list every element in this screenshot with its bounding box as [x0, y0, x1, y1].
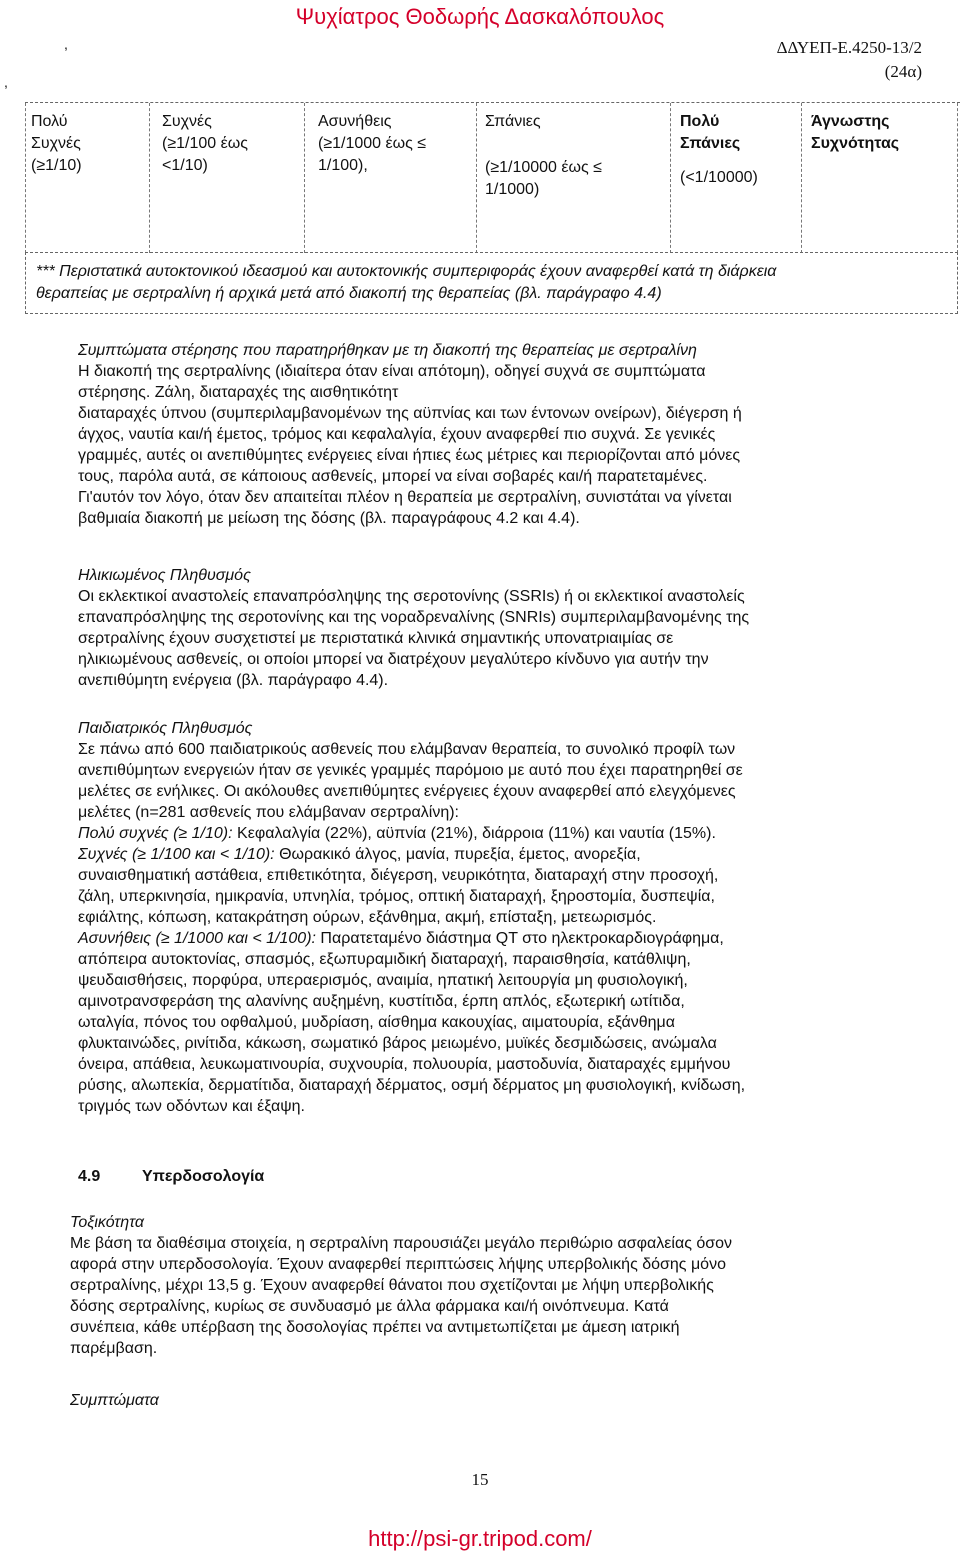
section-heading: Ηλικιωμένος Πληθυσμός	[78, 567, 251, 584]
freq-column-unknown	[811, 111, 951, 155]
freq-label: Σπάνιες	[485, 113, 541, 130]
paragraph-line: Γι'αυτόν τον λόγο, όταν δεν απαιτείται πλέον η θεραπεία με σερτραλίνη, συνιστάται να γίνεται	[78, 489, 732, 506]
pediatric-section	[78, 718, 948, 1117]
page-number: 15	[471, 1470, 489, 1489]
paragraph-line: φλυκταινώδες, ρινίτιδα, κάκωση, σωματικό βάρος μειωμένο, μυϊκές δεσμιδώσεις, ανώμαλα	[78, 1035, 717, 1052]
paragraph-line	[78, 928, 948, 949]
note-line: θεραπείας με σερτραλίνη ή αρχικά μετά από διακοπή της θεραπείας (βλ. παράγραφο 4.4)	[36, 285, 662, 302]
frequency-table	[25, 102, 960, 253]
document-subcode: (24α)	[884, 62, 922, 81]
section-heading: Τοξικότητα	[70, 1214, 145, 1231]
freq-column-very-rare	[680, 111, 795, 189]
section-heading: Παιδιατρικός Πληθυσμός	[78, 720, 253, 737]
frequency-label: Συχνές (≥ 1/100 και < 1/10):	[78, 846, 275, 863]
paragraph-line: επαναπρόσληψης της σεροτονίνης και της νοραδρεναλίνης (SNRIs) συμπεριλαμβανομένης της	[78, 609, 750, 626]
paragraph-line: γραμμές, αυτές οι ανεπιθύμητες ενέργειες είναι ήπιες έως μέτριες και περιορίζονται από μόνες	[78, 447, 741, 464]
paragraph-line: ανεπιθύμητων ενεργειών ήταν σε γενικές γραμμές παρόμοιο με αυτό που έχει παρατηρηθεί σε	[78, 762, 743, 779]
paragraph-line: Σε πάνω από 600 παιδιατρικούς ασθενείς που ελάμβαναν θεραπεία, το συνολικό προφίλ των	[78, 741, 736, 758]
section-heading: Συμπτώματα στέρησης που παρατηρήθηκαν με τη διακοπή της θεραπείας με σερτραλίνη	[78, 342, 697, 359]
paragraph-line: άγχος, ναυτία και/ή έμετος, τρόμος και κεφαλαλγία, έχουν αναφερθεί πιο συχνά. Σε γενικές	[78, 426, 716, 443]
paragraph-line: συναισθηματική αστάθεια, επιθετικότητα, διέγερση, νευρικότητα, διαταραχή στην προσοχή,	[78, 867, 719, 884]
paragraph-line: ζάλη, υπερκινησία, ημικρανία, υπνηλία, τρόμος, οπτική διαταραχή, ξηροστομία, δυσπεψία,	[78, 888, 715, 905]
overdose-section	[70, 1212, 950, 1359]
paragraph-line: ψευδαισθήσεις, πορφύρα, υπεραερισμός, αναιμία, ηπατική λειτουργία μη φυσιολογική,	[78, 972, 688, 989]
paragraph-line: όνειρα, απάθεια, λευκωματινουρία, συχνουρία, πολυουρία, μαστοδυνία, διαταραχές εμμήνου	[78, 1056, 731, 1073]
frequency-text: Θωρακικό άλγος, μανία, πυρεξία, έμετος, ανορεξία,	[274, 846, 641, 863]
paragraph-line: βαθμιαία διακοπή με μείωση της δόσης (βλ. παραγράφους 4.2 και 4.4).	[78, 510, 580, 527]
frequency-label: Ασυνήθεις (≥ 1/1000 και < 1/100):	[78, 930, 316, 947]
footer-url-link[interactable]: http://psi-gr.tripod.com/	[368, 1526, 592, 1551]
section-heading: Συμπτώματα	[70, 1392, 159, 1409]
freq-range: (≥1/100 έως <1/10)	[162, 135, 248, 174]
paragraph-line: μελέτες (n=281 ασθενείς που ελάμβαναν σερτραλίνη):	[78, 804, 459, 821]
paragraph-line: παρέμβαση.	[70, 1340, 158, 1357]
freq-range: (≥1/10000 έως ≤ 1/1000)	[485, 159, 602, 198]
elderly-section	[78, 565, 948, 691]
document-code: ΔΔΥΕΠ-Ε.4250-13/2	[776, 38, 922, 57]
margin-mark: ,	[64, 36, 68, 52]
freq-label: Πολύ Σπάνιες	[680, 113, 741, 152]
freq-label: Συχνές	[162, 113, 212, 130]
section-title: Υπερδοσολογία	[142, 1168, 265, 1185]
freq-range: (≥1/1000 έως ≤ 1/100),	[318, 135, 427, 174]
note-line: *** Περιστατικά αυτοκτονικού ιδεασμού και αυτοκτονικής συμπεριφοράς έχουν αναφερθεί κατά τη διάρκεια	[36, 263, 777, 280]
freq-label: Ασυνήθεις	[318, 113, 392, 130]
freq-column-uncommon	[318, 111, 468, 177]
paragraph-line: εφιάλτης, κόπωση, κατακράτηση ούρων, εξάνθημα, ακμή, επίσταξη, μετεωρισμός.	[78, 909, 657, 926]
freq-label: Άγνωστης Συχνότητας	[811, 113, 900, 152]
document-reference	[777, 36, 922, 84]
paragraph-line: τριγμός των οδόντων και έξαψη.	[78, 1098, 305, 1115]
paragraph-line	[78, 844, 948, 865]
paragraph-line: αμινοτρανσφεράση της αλανίνης αυξημένη, κυστίτιδα, έρπη απλός, εξωτερική ωτίτιδα,	[78, 993, 685, 1010]
paragraph-line: Η διακοπή της σερτραλίνης (ιδιαίτερα όταν είναι απότομη), οδηγεί συχνά σε συμπτώματα	[78, 363, 706, 380]
freq-column-common	[162, 111, 298, 177]
frequency-text: Παρατεταμένο διάστημα QT στο ηλεκτροκαρδιογράφημα,	[315, 930, 724, 947]
paragraph-line: δόσης σερτραλίνης, κυρίως σε συνδυασμό με άλλα φάρμακα και/ή οινόπνευμα. Κατά	[70, 1298, 669, 1315]
paragraph-line: ωταλγία, πόνος του οφθαλμού, μυδρίαση, αίσθημα κακουχίας, αιματουρία, εξάνθημα	[78, 1014, 676, 1031]
paragraph-line: σερτραλίνης έχουν συσχετιστεί με περιστατικά κλινικά σημαντικής υπονατριαιμίας σε	[78, 630, 674, 647]
paragraph-line: αφορά στην υπερδοσολογία. Έχουν αναφερθεί περιπτώσεις λήψης υπερβολικής δόσης μόνο	[70, 1256, 726, 1273]
paragraph-line: απόπειρα αυτοκτονίας, σπασμός, εξωπυραμιδική διαταραχή, παραισθησία, κατάθλιψη,	[78, 951, 691, 968]
frequency-label: Πολύ συχνές (≥ 1/10):	[78, 825, 233, 842]
margin-mark: ,	[4, 74, 8, 90]
freq-column-very-common	[31, 111, 143, 177]
paragraph-line	[78, 823, 948, 844]
paragraph-line: ανεπιθύμητη ενέργεια (βλ. παράγραφο 4.4).	[78, 672, 389, 689]
paragraph-line: τους, παρόλα αυτά, σε κάποιους ασθενείς, μπορεί να είναι σοβαρές και/ή παρατεταμένες.	[78, 468, 708, 485]
frequency-text: Κεφαλαλγία (22%), αϋπνία (21%), διάρροια (11%) και ναυτία (15%).	[232, 825, 716, 842]
page-header-title: Ψυχίατρος Θοδωρής Δασκαλόπουλος	[295, 4, 665, 29]
paragraph-line: Οι εκλεκτικοί αναστολείς επαναπρόσληψης της σεροτονίνης (SSRIs) ή οι εκλεκτικοί αναστολείς	[78, 588, 745, 605]
paragraph-line: Με βάση τα διαθέσιμα στοιχεία, η σερτραλίνη παρουσιάζει μεγάλο περιθώριο ασφαλείας όσον	[70, 1235, 733, 1252]
section-number: 4.9	[78, 1168, 101, 1185]
paragraph-line: ηλικιωμένους ασθενείς, οι οποίοι μπορεί να διατρέχουν μεγαλύτερο κίνδυνο για αυτήν την	[78, 651, 709, 668]
paragraph-line: σερτραλίνης, μέχρι 13,5 g. Έχουν αναφερθεί θάνατοι που σχετίζονται με λήψη υπερβολικής	[70, 1277, 714, 1294]
paragraph-line: στέρησης. Ζάλη, διαταραχές της αισθητικότητ	[78, 384, 399, 401]
withdrawal-section	[78, 340, 948, 529]
suicidality-note	[25, 252, 958, 314]
freq-column-rare	[485, 111, 635, 201]
paragraph-line: μελέτες σε ενήλικες. Οι ακόλουθες ανεπιθύμητες ενέργειες έχουν αναφερθεί από ελεγχόμενες	[78, 783, 736, 800]
paragraph-line: διαταραχές ύπνου (συμπεριλαμβανομένων της αϋπνίας και των έντονων ονείρων), διέγερση ή	[78, 405, 742, 422]
paragraph-line: συνέπεια, κάθε υπέρβαση της δοσολογίας πρέπει να αντιμετωπίζεται με άμεση ιατρική	[70, 1319, 680, 1336]
freq-range: (<1/10000)	[680, 169, 758, 186]
freq-label: Πολύ Συχνές	[31, 113, 81, 152]
paragraph-line: ρύσης, αλωπεκία, δερματίτιδα, διαταραχή δέρματος, οσμή δέρματος μη φυσιολογική, κνίδωση,	[78, 1077, 746, 1094]
freq-range: (≥1/10)	[31, 157, 82, 174]
